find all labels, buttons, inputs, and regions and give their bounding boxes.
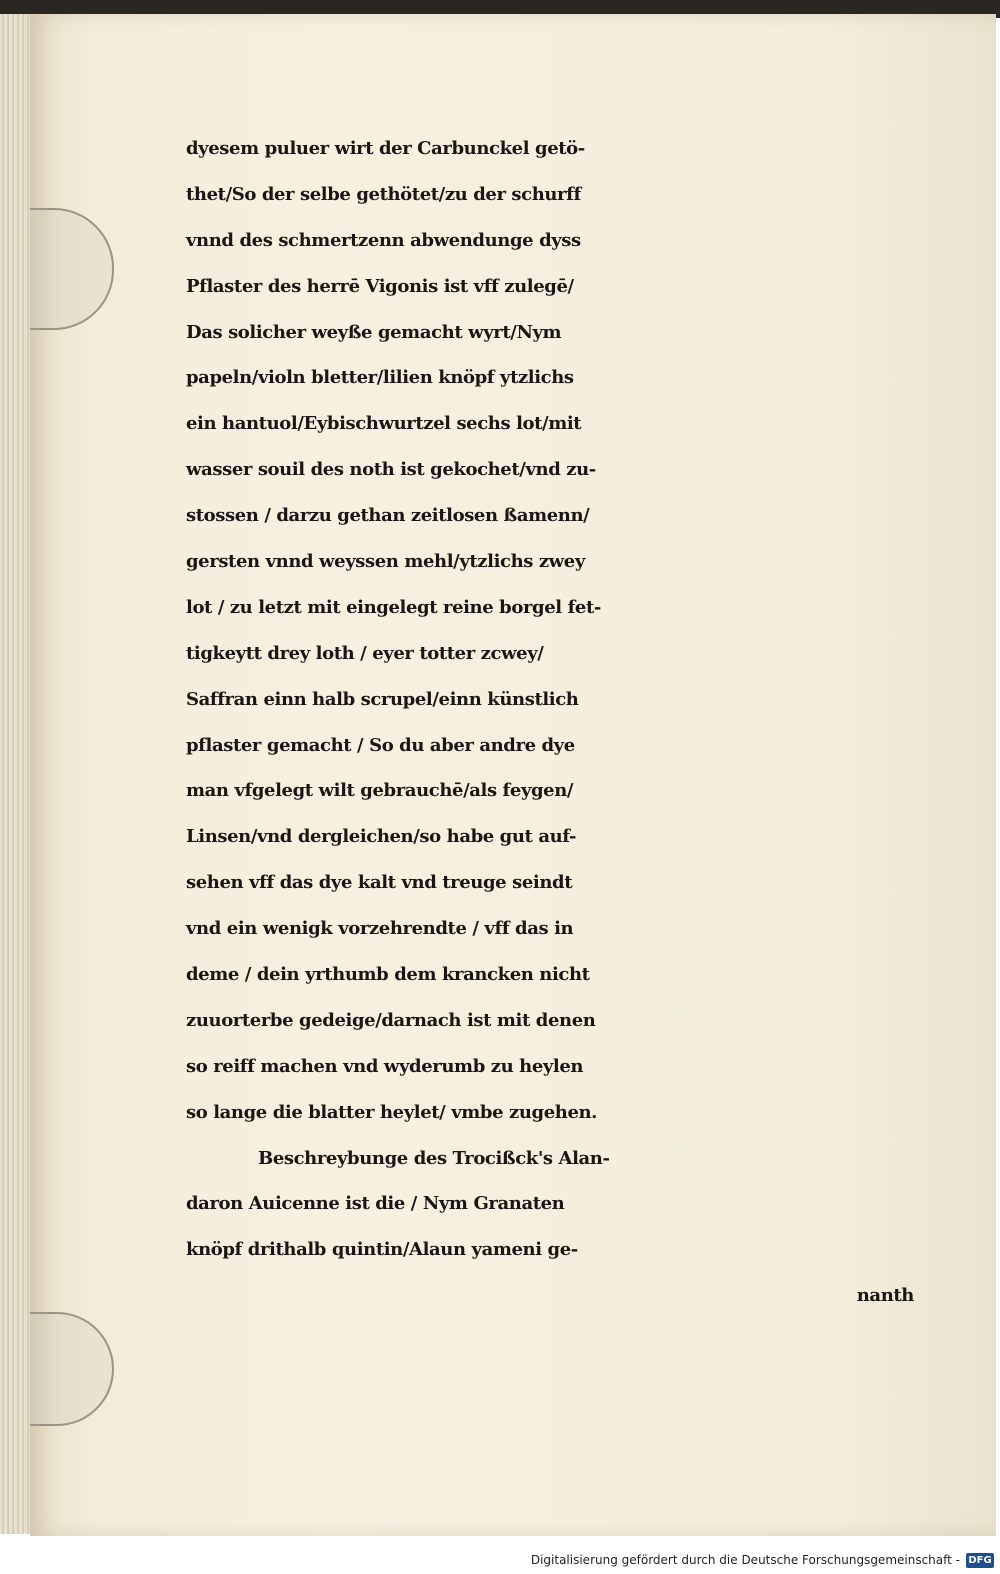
text-line: gersten vnnd weyssen mehl/ytzlichs zwey	[186, 551, 585, 573]
dfg-logo: DFG	[966, 1553, 994, 1568]
text-line: daron Auicenne ist die / Nym Granaten	[186, 1193, 565, 1215]
text-line: Das solicher weyße gemacht wyrt/Nym	[186, 321, 562, 343]
text-line: pflaster gemacht / So du aber andre dye	[186, 734, 575, 756]
section-heading-line: Beschreybunge des Trocißck's Alan-	[258, 1147, 610, 1169]
text-line: Pflaster des herrē Vigonis ist vff zulegē/	[186, 275, 574, 297]
text-line: lot / zu letzt mit eingelegt reine borgel fet-	[186, 596, 601, 618]
text-line: stossen / darzu gethan zeitlosen ßamenn/	[186, 505, 590, 527]
text-line: thet/So der selbe gethötet/zu der schurff	[186, 183, 581, 205]
catchword: nanth	[856, 1285, 914, 1307]
text-line: ein hantuol/Eybischwurtzel sechs lot/mit	[186, 413, 582, 435]
text-line: dyesem puluer wirt der Carbunckel getö-	[186, 138, 585, 159]
text-line: deme / dein yrthumb dem krancken nicht	[186, 964, 590, 986]
text-line: sehen vff das dye kalt vnd treuge seindt	[186, 872, 573, 894]
text-line: vnd ein wenigk vorzehrendte / vff das in	[186, 918, 574, 940]
paper-clip-bottom	[30, 1312, 114, 1426]
text-line: papeln/violn bletter/lilien knöpf ytzlichs	[186, 367, 574, 389]
text-line: vnnd des schmertzenn abwendunge dyss	[186, 229, 581, 251]
text-line: knöpf drithalb quintin/Alaun yameni ge-	[186, 1239, 578, 1261]
page-text	[186, 126, 936, 1319]
text-line: man vfgelegt wilt gebrauchē/als feygen/	[186, 780, 574, 802]
text-line: Saffran einn halb scrupel/einn künstlich	[186, 688, 579, 710]
paper-clip-top	[30, 208, 114, 330]
text-line: Linsen/vnd dergleichen/so habe gut auf-	[186, 826, 577, 848]
digitization-credit: Digitalisierung gefördert durch die Deutsche Forschungsgemeinschaft -	[530, 1553, 960, 1567]
footer-bar	[0, 1549, 1000, 1574]
text-line: so reiff machen vnd wyderumb zu heylen	[186, 1055, 584, 1077]
text-line: wasser souil des noth ist gekochet/vnd zu-	[186, 459, 596, 481]
text-line: zuuorterbe gedeige/darnach ist mit denen	[186, 1009, 596, 1031]
text-line: so lange die blatter heylet/ vmbe zugehen.	[186, 1101, 598, 1123]
text-line: tigkeytt drey loth / eyer totter zcwey/	[186, 642, 544, 664]
